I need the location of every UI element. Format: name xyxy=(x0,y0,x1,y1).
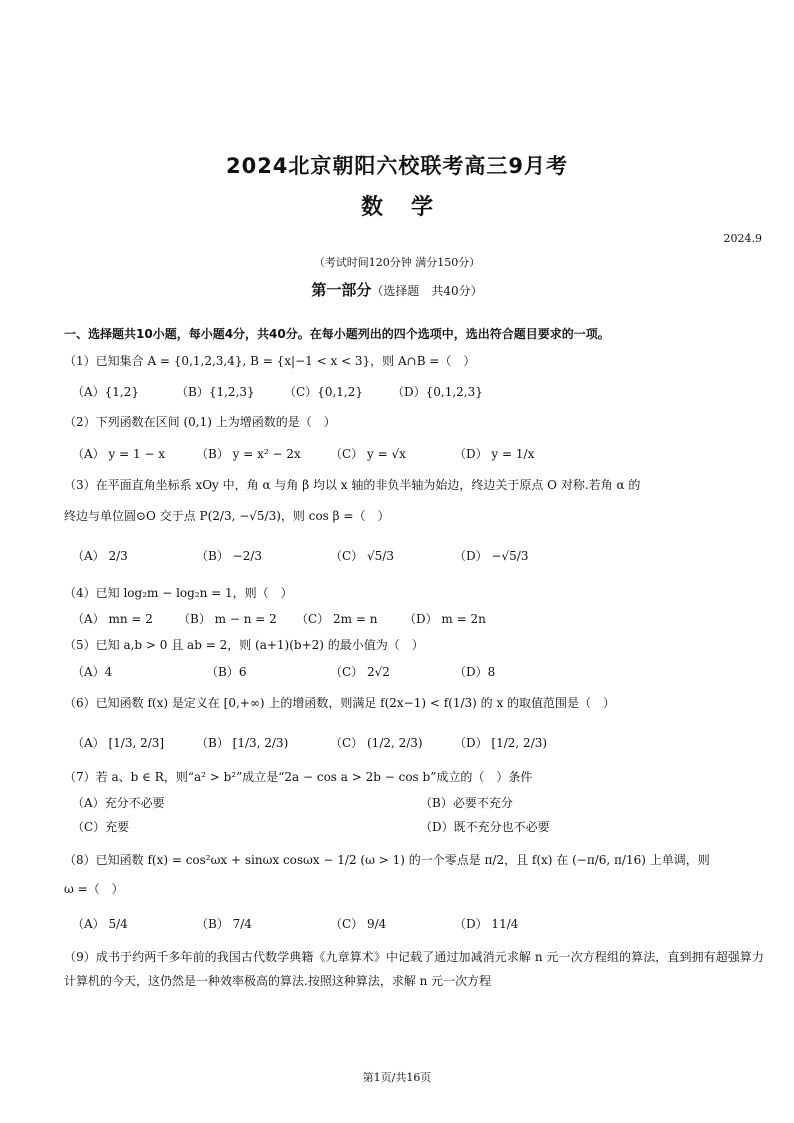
question-8-line-2: ω =（ ） xyxy=(64,882,124,896)
question-8-option-c: （C） 9/4 xyxy=(330,917,387,931)
section-heading: 一、选择题共10小题，每小题4分，共40分。在每小题列出的四个选项中，选出符合题目要求的一项。 xyxy=(64,327,610,341)
question-6-option-c: （C） (1/2, 2/3) xyxy=(330,736,423,750)
page-footer: 第1页/共16页 xyxy=(362,1071,432,1084)
question-5-option-c: （C） 2√2 xyxy=(330,665,390,679)
question-8-option-d: （D） 11/4 xyxy=(454,917,519,931)
exam-date: 2024.9 xyxy=(723,232,762,245)
question-6-stem: （6）已知函数 f(x) 是定义在 [0,+∞) 上的增函数，则满足 f(2x−1) < f(1/3) 的 x 的取值范围是（ ） xyxy=(64,696,616,710)
page-title: 2024北京朝阳六校联考高三9月考 xyxy=(225,154,569,178)
question-3-option-a: （A） 2/3 xyxy=(72,549,128,563)
question-4-stem: （4）已知 log₂m − log₂n = 1，则（ ） xyxy=(64,586,293,600)
question-4-option-c: （C） 2m = n xyxy=(296,612,378,626)
question-5-option-b: （B）6 xyxy=(206,665,247,679)
question-5-stem: （5）已知 a,b > 0 且 ab = 2，则 (a+1)(b+2) 的最小值为（ ） xyxy=(64,638,424,652)
question-1-stem: （1）已知集合 A = {0,1,2,3,4}, B = {x|−1 < x < 3}，则 A∩B =（ ） xyxy=(64,354,476,368)
question-6-option-b: （B） [1/3, 2/3) xyxy=(196,736,289,750)
question-5-option-a: （A）4 xyxy=(72,665,113,679)
question-8-line-1: （8）已知函数 f(x) = cos²ωx + sinωx cosωx − 1/2 (ω > 1) 的一个零点是 π/2，且 f(x) 在 (−π/6, π/16) 上单调，则 xyxy=(64,853,710,867)
question-3-option-c: （C） √5/3 xyxy=(330,549,394,563)
question-1-option-c: （C）{0,1,2} xyxy=(284,385,363,399)
question-2-stem: （2）下列函数在区间 (0,1) 上为增函数的是（ ） xyxy=(64,415,336,429)
question-1-option-b: （B）{1,2,3} xyxy=(176,385,255,399)
question-7-option-b: （B）必要不充分 xyxy=(420,796,513,810)
question-2-option-b: （B） y = x² − 2x xyxy=(196,447,301,461)
question-7-stem: （7）若 a、b ∈ R，则“a² > b²”成立是“2a − cos a > 2b − cos b”成立的（ ）条件 xyxy=(64,770,533,784)
question-7-option-c: （C）充要 xyxy=(72,820,130,834)
question-8-option-b: （B） 7/4 xyxy=(196,917,252,931)
question-3-line-1: （3）在平面直角坐标系 xOy 中，角 α 与角 β 均以 x 轴的非负半轴为始边，终边关于原点 O 对称.若角 α 的 xyxy=(64,478,641,492)
question-1-option-a: （A）{1,2} xyxy=(72,385,140,399)
question-5-option-d: （D）8 xyxy=(454,665,496,679)
part-title-main: 第一部分 xyxy=(311,281,372,299)
part-title-sub: （选择题 共40分） xyxy=(371,284,483,298)
question-1-option-d: （D）{0,1,2,3} xyxy=(392,385,483,399)
part-title xyxy=(0,279,794,300)
question-4-option-a: （A） mn = 2 xyxy=(72,612,153,626)
question-7-option-a: （A）充分不必要 xyxy=(72,796,165,810)
question-2-option-a: （A） y = 1 − x xyxy=(72,447,166,461)
exam-info: （考试时间120分钟 满分150分） xyxy=(313,256,481,269)
question-9-text: （9）成书于约两千多年前的我国古代数学典籍《九章算术》中记载了通过加减消元求解 n 元一次方程组的算法，直到拥有超强算力计算机的今天，这仍然是一种效率极高的算法.按照这种算法，求解 n 元一次方程 xyxy=(64,950,764,988)
question-2-option-c: （C） y = √x xyxy=(330,447,406,461)
question-3-line-2: 终边与单位圆⊙O 交于点 P(2/3, −√5/3)，则 cos β =（ ） xyxy=(64,509,390,523)
question-6-option-d: （D） [1/2, 2/3) xyxy=(454,736,548,750)
question-7-option-d: （D）既不充分也不必要 xyxy=(420,820,550,834)
question-4-option-d: （D） m = 2n xyxy=(404,612,486,626)
question-6-option-a: （A） [1/3, 2/3] xyxy=(72,736,165,750)
question-3-option-b: （B） −2/3 xyxy=(196,549,263,563)
subject-title: 数学 xyxy=(360,195,461,220)
question-3-option-d: （D） −√5/3 xyxy=(454,549,529,563)
question-2-option-d: （D） y = 1/x xyxy=(454,447,535,461)
question-8-option-a: （A） 5/4 xyxy=(72,917,128,931)
question-4-option-b: （B） m − n = 2 xyxy=(178,612,277,626)
